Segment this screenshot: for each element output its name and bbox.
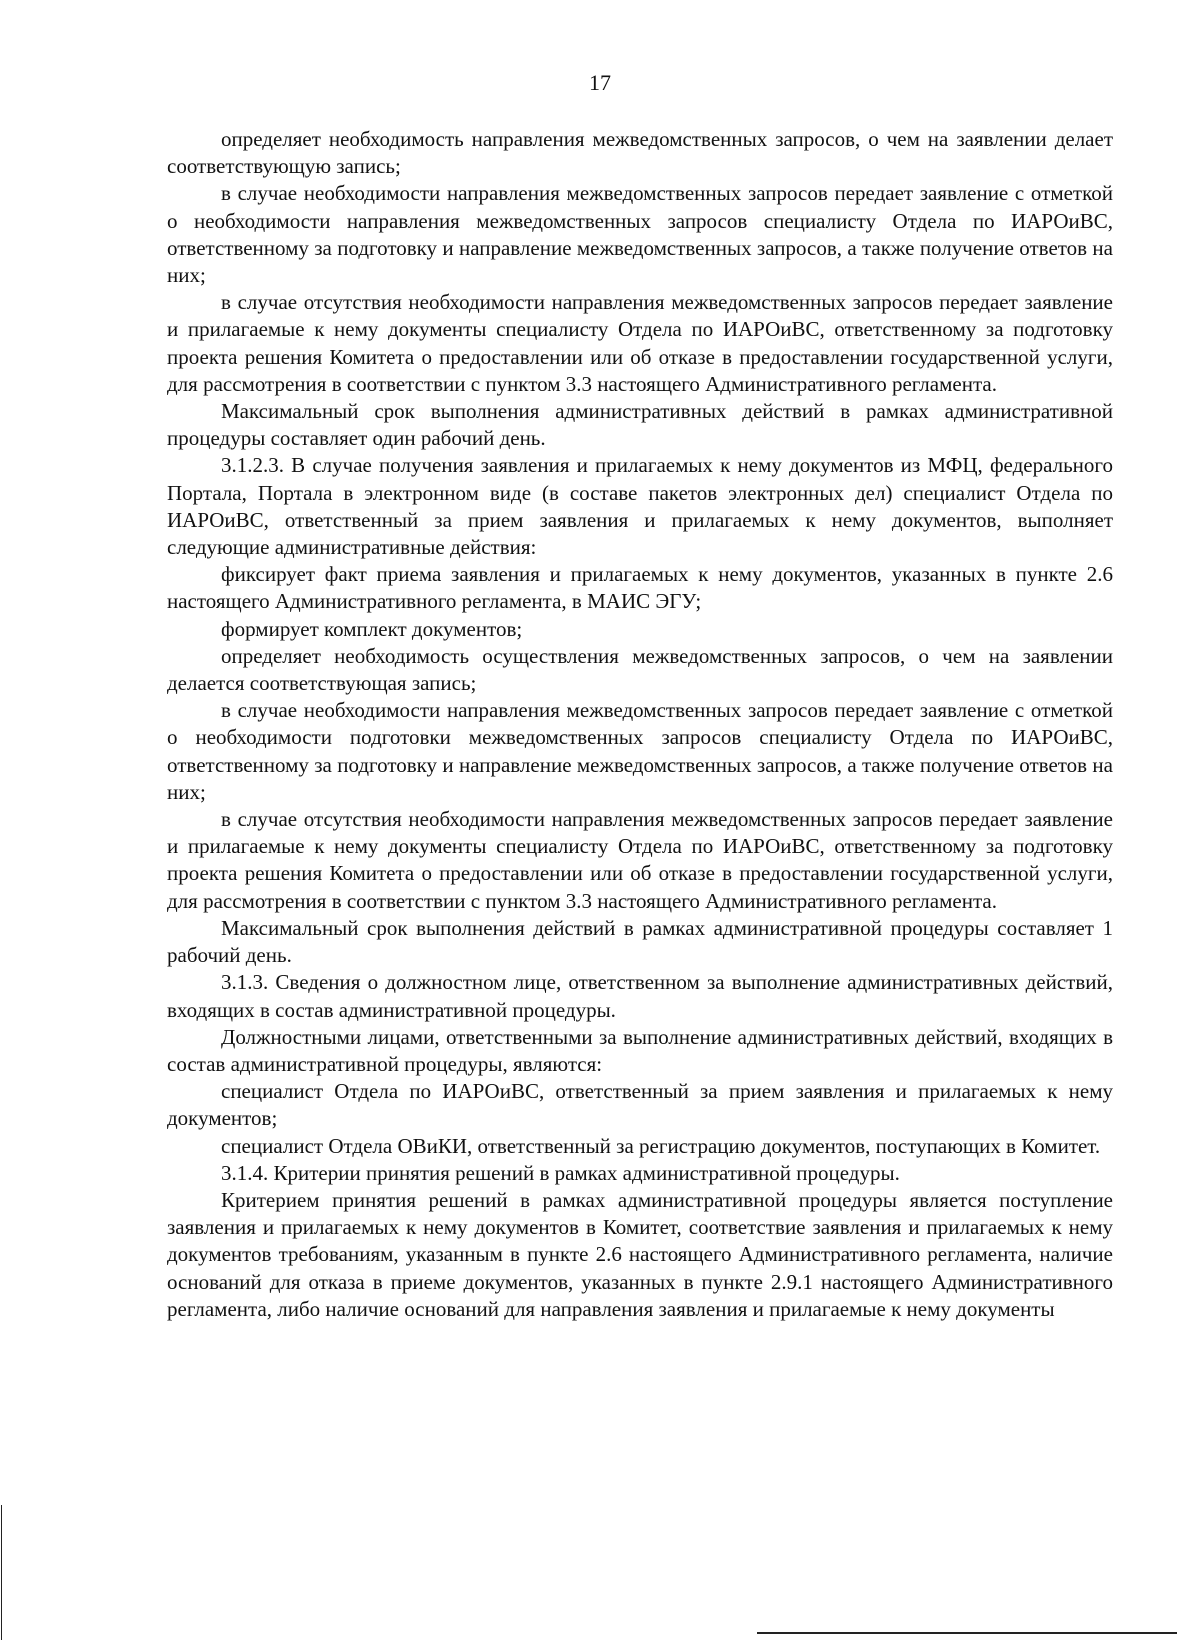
- page-number: 17: [589, 70, 611, 95]
- paragraph: Критерием принятия решений в рамках административной процедуры является поступление заявления и прилагаемых к нему документов в Комитет, соответствие заявления и прилагаемых к нему документов требованиям, указанным в пункте 2.6 настоящего Административного регламента, наличие оснований для отказа в приеме документов, указанных в пункте 2.9.1 настоящего Административного регламента, либо наличие оснований для направления заявления и прилагаемые к нему документы: [167, 1187, 1113, 1321]
- paragraph: Должностными лицами, ответственными за выполнение административных действий, входящих в состав административной процедуры, являются:: [167, 1024, 1113, 1076]
- paragraph: в случае необходимости направления межведомственных запросов передает заявление с отметкой о необходимости направления межведомственных запросов специалисту Отдела по ИАРОиВС, ответственному за подготовку и направление межведомственных запросов, а также получение ответов на них;: [167, 181, 1113, 288]
- document-body: [167, 126, 1113, 1323]
- paragraph: в случае необходимости направления межведомственных запросов передает заявление с отметкой о необходимости подготовки межведомственных запросов специалисту Отдела по ИАРОиВС, ответственному за подготовку и направление межведомственных запросов, а также получение ответов на них;: [167, 698, 1113, 804]
- paragraph: определяет необходимость направления межведомственных запросов, о чем на заявлении делает соответствующую запись;: [167, 127, 1113, 179]
- footer-rule: [757, 1632, 1177, 1634]
- paragraph: Максимальный срок выполнения административных действий в рамках административной процедуры составляет один рабочий день.: [167, 399, 1113, 451]
- paragraph: в случае отсутствия необходимости направления межведомственных запросов передает заявление и прилагаемые к нему документы специалисту Отдела по ИАРОиВС, ответственному за подготовку проекта решения Комитета о предоставлении или об отказе в предоставлении государственной услуги, для рассмотрения в соответствии с пунктом 3.3 настоящего Административного регламента.: [167, 290, 1113, 396]
- paragraph: Максимальный срок выполнения действий в рамках административной процедуры составляет 1 рабочий день.: [167, 915, 1113, 968]
- scan-edge-line: [1, 1505, 2, 1640]
- paragraph: формирует комплект документов;: [221, 616, 523, 641]
- paragraph: определяет необходимость осуществления межведомственных запросов, о чем на заявлении делается соответствующая запись;: [167, 643, 1113, 696]
- paragraph: в случае отсутствия необходимости направления межведомственных запросов передает заявление и прилагаемые к нему документы специалисту Отдела по ИАРОиВС, ответственному за подготовку проекта решения Комитета о предоставлении или об отказе в предоставлении государственной услуги, для рассмотрения в соответствии с пунктом 3.3 настоящего Административного регламента.: [167, 807, 1113, 913]
- paragraph: 3.1.2.3. В случае получения заявления и прилагаемых к нему документов из МФЦ, федерального Портала, Портала в электронном виде (в составе пакетов электронных дел) специалист Отдела по ИАРОиВС, ответственный за прием заявления и прилагаемых к нему документов, выполняет следующие административные действия:: [167, 453, 1113, 560]
- paragraph: специалист Отдела ОВиКИ, ответственный за регистрацию документов, поступающих в Комитет.: [221, 1133, 1101, 1158]
- paragraph: специалист Отдела по ИАРОиВС, ответственный за прием заявления и прилагаемых к нему документов;: [167, 1079, 1113, 1131]
- paragraph: 3.1.3. Сведения о должностном лице, ответственном за выполнение административных действий, входящих в состав административной процедуры.: [167, 970, 1113, 1022]
- paragraph: 3.1.4. Критерии принятия решений в рамках административной процедуры.: [221, 1160, 900, 1185]
- paragraph: фиксирует факт приема заявления и прилагаемых к нему документов, указанных в пункте 2.6 настоящего Административного регламента, в МАИС ЭГУ;: [167, 562, 1113, 614]
